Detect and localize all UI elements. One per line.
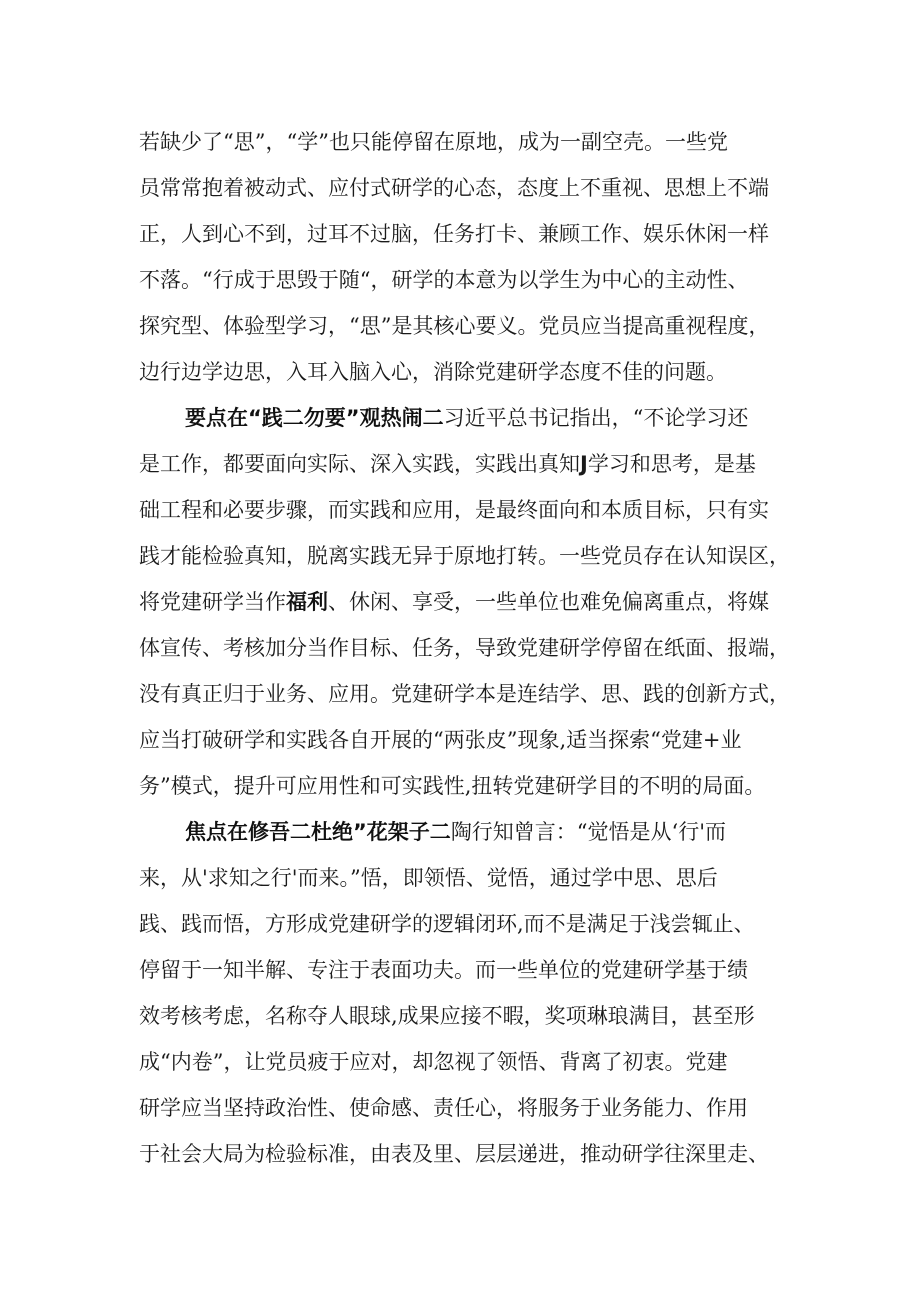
para1-line-6: 边行边学边思，入耳入脑入心，消除党建研学态度不佳的问题。	[139, 360, 727, 384]
para2-line-5	[139, 586, 769, 618]
para2-line-1-text: 习近平总书记指出，“不论学习还	[443, 406, 749, 430]
para2-line-2-glyph: J	[580, 452, 588, 476]
para2-line-9: 务”模式，提升可应用性和可实践性,扭转党建研学目的不明的局面。	[139, 774, 766, 798]
para3-line-7: 研学应当坚持政治性、使命感、责任心，将服务于业务能力、作用	[139, 1096, 748, 1120]
para2-line-6: 体宣传、考核加分当作目标、任务，导致党建研学停留在纸面、报端，	[139, 636, 790, 660]
para1-line-4: 不落。“行成于思毁于随“，研学的本意为以学生为中心的主动性、	[139, 268, 749, 292]
para2-line-7: 没有真正归于业务、应用。党建研学本是连结学、思、践的创新方式，	[139, 682, 790, 706]
para3-line-3: 践、践而悟，方形成党建研学的逻辑闭环,而不是满足于浅尝辄止、	[139, 912, 755, 936]
para2-heading: 要点在“践二勿要”观热闹二	[185, 406, 444, 430]
para3-line-5: 效考核考虑，名称夺人眼球,成果应接不暇，奖项琳琅满目，甚至形	[139, 1004, 755, 1028]
para3-line-2: 来，从'求知之行'而来。”悟，即领悟、觉悟，通过学中思、思后	[139, 866, 718, 890]
para2-line-3: 础工程和必要步骤，而实践和应用，是最终面向和本质目标，只有实	[139, 498, 769, 522]
para2-line-2-b: 学习和思考，是基	[587, 452, 756, 476]
body-text	[139, 0, 799, 1301]
para1-line-1: 若缺少了“思”，“学”也只能停留在原地，成为一副空壳。一些党	[139, 130, 728, 154]
para2-line-1	[185, 402, 748, 434]
para3-line-1	[185, 816, 726, 848]
para2-line-2-a: 是工作，都要面向实际、深入实践，实践出真知	[139, 452, 580, 476]
para2-line-2	[139, 448, 756, 480]
para1-line-5: 探究型、体验型学习，“思”是其核心要义。党员应当提高重视程度，	[139, 314, 770, 338]
para3-line-4: 停留于一知半解、专注于表面功夫。而一些单位的党建研学基于绩	[139, 958, 748, 982]
para2-line-4: 践才能检验真知，脱离实践无异于原地打转。一些党员存在认知误区，	[139, 544, 790, 568]
para3-line-8: 于社会大局为检验标准，由表及里、层层递进，推动研学往深里走、	[139, 1142, 769, 1166]
para3-heading: 焦点在修吾二杜绝”花架子二	[185, 820, 451, 844]
para3-line-6: 成“内卷”，让党员疲于应对，却忽视了领悟、背离了初衷。党建	[139, 1050, 728, 1074]
para2-line-5-b: 、休闲、享受，一些单位也难免偏离重点，将媒	[328, 590, 769, 614]
para2-line-5-a: 将党建研学当作	[139, 590, 286, 614]
para1-line-3: 正，人到心不到，过耳不过脑，任务打卡、兼顾工作、娱乐休闲一样	[139, 222, 769, 246]
para1-line-2: 员常常抱着被动式、应付式研学的心态，态度上不重视、思想上不端	[139, 176, 769, 200]
para3-line-1-text: 陶行知曾言：“觉悟是从‘行'而	[450, 820, 726, 844]
para2-line-8: 应当打破研学和实践各自开展的“两张皮”现象,适当探索“党建+业	[139, 728, 742, 752]
para2-line-5-bold: 福利	[286, 590, 328, 614]
